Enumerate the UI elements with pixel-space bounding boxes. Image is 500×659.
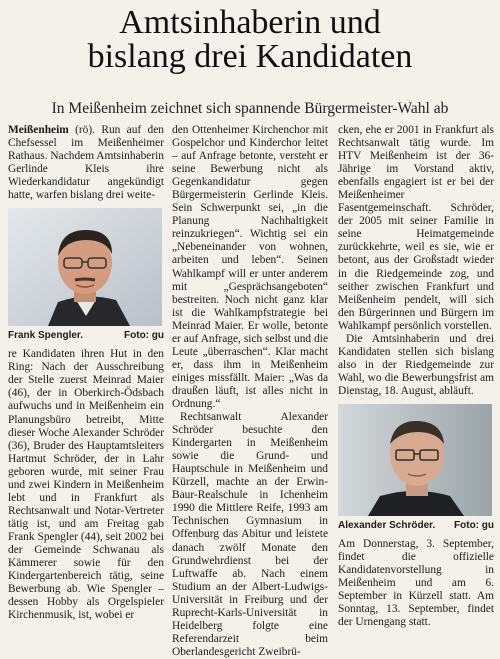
- paragraph: Die Amtsinhaberin und drei Kandidaten stellen sich bislang also in der Riedgemeinde zur Wahl, wo die Bewerbungsfrist am Dienstag, 18. August, abläuft.: [338, 332, 494, 397]
- paragraph: Rechtsanwalt Alexander Schröder besuchte den Kindergarten in Meißenheim sowie die Grund- und Hauptschule in Meißenheim und Kürzell, machte an der Erwin-Baur-Realschule in Ichenheim 1990 die Mittlere Reife, 1993 am Technischen Gymnasium in Offenburg das Abitur und leistete danach zwölf Monate den Grundwehrdienst bei der Luftwaffe ab. Nach einem Studium an der Albert-Ludwigs-Universität in Freiburg und der Ruprecht-Karls-Universität in Heidelberg folgte eine Referendarzeit beim Oberlandesgericht Zweibrü-: [172, 411, 328, 658]
- photo-alexander-schroeder: [338, 404, 492, 516]
- caption-credit: Foto: gu: [454, 519, 494, 531]
- headline-line-1: Amtsinhaberin und: [119, 4, 381, 41]
- paragraph: cken, ehe er 2001 in Frankfurt als Rechtsanwalt tätig wurde. Im HTV Meißenheim ist der 36-Jährige im Vorstand aktiv, ebenfalls engagiert ist er bei der Meißenheimer Fasentgemeinschaft. Schröder, der 2005 mit seiner Familie in seine Heimatgemeinde zurückkehrte, weil es sie, wie er betont, aus der Großstadt wieder in die Riedgemeinde zog, und seither zwischen Frankfurt und Meißenheim pendelt, will sich den Bürgerinnen und Bürgern im Wahlkampf persönlich vorstellen.: [338, 124, 494, 332]
- subheadline: In Meißenheim zeichnet sich spannende Bürgermeister-Wahl ab: [51, 100, 449, 117]
- article-column-1: [8, 124, 164, 622]
- article-column-2: [172, 124, 328, 659]
- portrait-image: [338, 404, 492, 516]
- photo-caption: [338, 520, 494, 532]
- paragraph: Am Donnerstag, 3. September, findet die offizielle Kandidatenvorstellung in Meißenheim und am 6. September in Kürzell statt. Am Sonntag, 13. September, findet der Urnengang statt.: [338, 537, 494, 629]
- paragraph: [8, 124, 164, 202]
- headline: [0, 6, 500, 74]
- paragraph: den Ottenheimer Kirchenchor mit Gospelchor und Kinderchor leitet – auf Anfrage betonte, versteht er seine Bewerbung nicht als Gegenkandidatur gegen Bürgermeisterin Gerlinde Kleis. Sein Schwerpunkt sei, „in die Planung Nachhaltigkeit reinzukriegen“. Wichtig sei ein „Nebeneinander von wohnen, arbeiten und leben“. Seinen Wahlkampf will er unter anderem mit „Gesprächsangeboten“ bestreiten. Noch nicht ganz klar ist die Wahlkampfstrategie bei Meinrad Maier. Er wolle, betonte er auf Anfrage, sich selbst und die Leute „überraschen“. Klar macht er, dass ihm in Meißenheim einiges missfällt. Maier: „Was da draußen läuft, ist alles nicht in Ordnung.“: [172, 124, 328, 410]
- headline-line-2: bislang drei Kandidaten: [87, 38, 413, 75]
- dateline: Meißenheim: [8, 124, 69, 136]
- caption-name: Frank Spengler.: [8, 330, 84, 342]
- caption-name: Alexander Schröder.: [338, 519, 436, 531]
- photo-frank-spengler: [8, 208, 162, 326]
- paragraph: re Kandidaten ihren Hut in den Ring: Nach der Ausschreibung der Stelle zuerst Meinrad Maier (46), der in Oberkirch-Ödsbach aufwuchs und in Meißenheim ein Planungsbüro betreibt, Mitte dieser Woche Alexander Schröder (36), Bruder des Hauptamtsleiters Hartmut Schröder, der in Lahr geboren wurde, mit seiner Frau und zwei Kindern in Meißenheim lebt und in Frankfurt als Rechtsanwalt und Notar-Vertreter tätig ist, und am Freitag gab Frank Spengler (44), seit 2002 bei der Gemeinde Schwanau als Kämmerer sowie für den Kindergartenbereich tätig, seine Bewerbung ab. Wie Spengler – dessen Hobby als Orgelspieler Kirchenmusik, ist, wobei er: [8, 348, 164, 622]
- photo-caption: [8, 330, 164, 342]
- paragraph-text: (rö). Run auf den Chefsessel im Meißenheimer Rathaus. Nachdem Amtsinhaberin Gerlinde Kleis ihre Wiederkandidatur angekündigt hatte, warfen bislang drei weite-: [8, 124, 164, 202]
- article-column-3: [338, 124, 494, 629]
- caption-credit: Foto: gu: [124, 330, 164, 342]
- portrait-image: [8, 208, 162, 326]
